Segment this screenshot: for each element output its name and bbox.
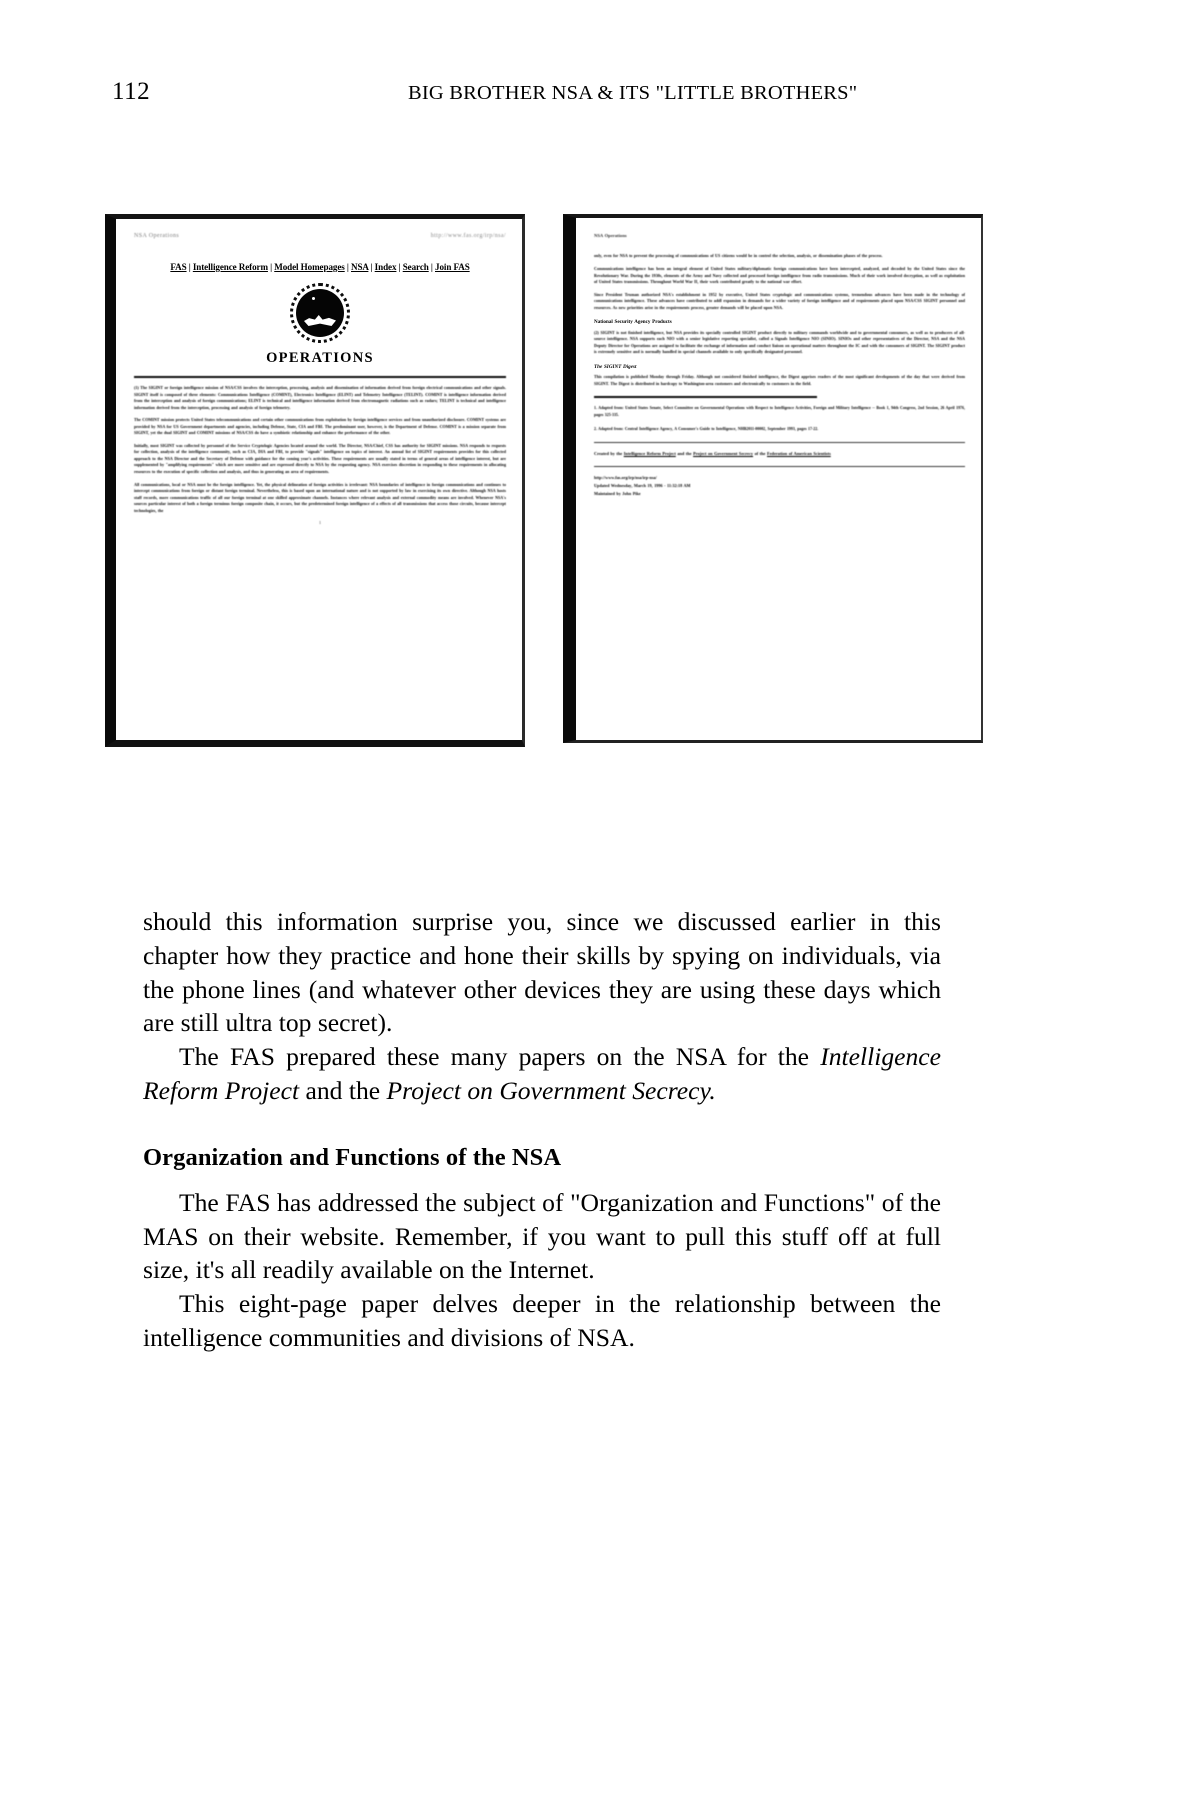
nav-link-index[interactable]: Index	[374, 262, 397, 272]
nav-link-model-homepages[interactable]: Model Homepages	[274, 262, 345, 272]
credit-link-intelligence-reform-project[interactable]: Intelligence Reform Project	[623, 450, 676, 456]
nav-separator: |	[188, 262, 191, 272]
credit-link-project-government-secrecy[interactable]: Project on Government Secrecy	[693, 450, 754, 456]
body-p2-italic-1: Intelligence Reform Project	[143, 1042, 941, 1105]
screenshot-paragraph: Communications intelligence has been an integral element of United States military/diplomatic foreign communications have been intercepted, analyzed, and decoded by the United States since the Revolutionary War. During the 1930s, elements of the Army and Navy collected and processed foreign intelligence from radio transmissions. Much of their work involved decryption, as well as exploitation of United States transmissions. Throughout World War II, their work contributed greatly to the national war effort.	[594, 265, 965, 285]
nav-link-fas[interactable]: FAS	[170, 262, 187, 272]
chrome-title-right: NSA Operations	[594, 233, 627, 238]
footnote: 2. Adapted from: Central Intelligence Agency, A Consumer's Guide to Intelligence, NHB2011-00002, September 1993, pages 17-22.	[594, 427, 819, 432]
screenshot-heading-products: National Security Agency Products	[594, 319, 672, 326]
body-prose	[143, 905, 941, 1355]
footnote-divider	[594, 396, 817, 398]
credit-suffix: of the	[754, 450, 766, 456]
body-paragraph-3: The FAS has addressed the subject of "Organization and Functions" of the MAS on their website. Remember, if you want to pull this stuff off at full size, it's all readily available on the Internet.	[143, 1187, 941, 1285]
section-heading: Organization and Functions of the NSA	[143, 1143, 562, 1171]
body-paragraph-1: should this information surprise you, since we discussed earlier in this chapter how they practice and hone their skills by spying on individuals, via the phone lines (and whatever other devices they are using these days which are still ultra top secret).	[143, 907, 941, 1038]
seal-container	[134, 283, 506, 343]
screenshot-paragraph: Initially, most SIGINT was collected by personnel of the Service Cryptologic Agencies located around the world. The Director, NSA/Chief, CSS has authority for SIGINT missions. NSA responds to requests for collection, analysis of the intelligence community, such as CIA, DIA and FBI, to provide "signals" intelligence on topics of interest. An annual list of SIGINT requirements provides for this collected approach to the NSA Director and the Secretary of Defense with guidance for the coming year's activities. These requirements are usually stated in terms of general areas of intelligence interest, but are supplemented by "amplifying requirements" which are more sensitive and are expressed directly to NSA by the requesting agency. NSA exercises discretion in responding to these requirements in allocating resources to the execution of specific collection and analysis, and thus in generating an area of requirements.	[134, 442, 506, 475]
site-nav-bar[interactable]	[134, 262, 506, 272]
running-head	[112, 78, 1092, 112]
nav-link-join-fas[interactable]: Join FAS	[435, 262, 470, 272]
body-paragraph-2	[143, 1040, 941, 1108]
credit-prefix: Created by the	[594, 450, 623, 456]
screenshot-heading-sigint-digest: The SIGINT Digest	[594, 363, 637, 370]
nav-link-search[interactable]: Search	[402, 262, 429, 272]
screenshot-paragraph: (1) The SIGINT or foreign intelligence mission of NSA/CSS involves the interception, processing, analysis and dissemination of information derived from foreign electrical communications and other signals. SIGINT itself is composed of three elements: Communications Intelligence (COMINT), Electronics Intelligence (ELINT) and Telemetry Intelligence (TELINT). COMINT is intelligence information derived from the interception and analysis of foreign communications; ELINT is technical and intelligence information derived from electromagnetic radiations such as radars; TELINT is technical and intelligence information derived from the interception, processing and analysis of foreign telemetry.	[134, 385, 506, 410]
screenshot-paragraph: only, even for NSA to prevent the processing of communications of US citizens would be in control the selection, analysis, or dissemination phases of the process.	[594, 253, 883, 259]
credit-divider	[594, 442, 965, 443]
nav-separator: |	[346, 262, 349, 272]
screenshot-left	[105, 214, 525, 747]
nav-separator: |	[430, 262, 433, 272]
figure-screenshot-pair	[105, 214, 983, 747]
seal-highlight	[312, 297, 315, 300]
nav-separator: |	[270, 262, 273, 272]
page-url[interactable]: http://www.fas.org/irp/nsa/irp-nsa/	[594, 475, 657, 481]
seal-ring	[290, 283, 350, 343]
page-number: 112	[112, 78, 151, 105]
divider	[134, 376, 506, 378]
nav-link-intelligence-reform[interactable]: Intelligence Reform	[192, 262, 268, 272]
nav-separator: |	[398, 262, 401, 272]
nsa-seal-icon	[290, 283, 350, 343]
screenshot-right	[563, 214, 983, 743]
screenshot-paragraph: The COMINT mission protects United States telecommunications and certain other communications from exploitation by foreign intelligence services and from unauthorized disclosure. COMINT systems are provided by NSA for US Government departments and agencies, including Defense, State, CIA and FBI. The predominant user, however, is the Department of Defense. COMINT is a mission separate from SIGINT, yet the dual SIGINT and COMINT missions of NSA/CSS do have a symbiotic relationship and enhance the performance of the other.	[134, 417, 506, 436]
page-maintainer: Maintained by John Pike	[594, 490, 641, 496]
body-p2-italic-2: Project on Government Secrecy.	[386, 1075, 716, 1105]
browser-chrome-left	[134, 233, 506, 259]
body-p2-part-a: The FAS prepared these many papers on the NSA for the	[179, 1042, 821, 1072]
chrome-url-left: http://www.fas.org/irp/nsa/	[430, 233, 506, 239]
screenshot-paragraph: (2) SIGINT is not finished intelligence, but NSA provides its specially controlled SIGINT product directly to military commands worldwide and to governmental consumers, as well as to producers of all-source intelligence. NSA supports each NIO with a senior legislative reporting specialist, called a Signals Intelligence NIO (SINIO). SINIOs and other representatives of the Director, NSA and the NSA Deputy Director for Operations are assigned to facilitate the exchange of information and conduct liaison on operational matters throughout the IC and with the consumers of SIGINT. The SIGINT product is extremely sensitive and is normally handled in special channels available to only specifically designated personnel.	[594, 329, 965, 355]
nav-separator: |	[370, 262, 373, 272]
screenshot-title-operations: OPERATIONS	[266, 350, 374, 366]
body-paragraph-4: This eight-page paper delves deeper in the relationship between the intelligence communities and divisions of NSA.	[143, 1289, 941, 1352]
chrome-title-left: NSA Operations	[134, 233, 180, 239]
screenshot-page-marker: 1	[319, 520, 321, 526]
running-title: BIG BROTHER NSA & ITS "LITTLE BROTHERS"	[408, 82, 858, 104]
credit-link-federation-american-scientists[interactable]: Federation of American Scientists	[766, 450, 831, 456]
screenshot-paragraph: All communications, local or NSA must be the foreign intelligence. Yet, the physical delineation of foreign activities is irrelevant: NSA boundaries of intelligence in foreign communications and continues to intercept communications from foreign or distant foreign terminal. Nevertheless, this is based upon an international nature and is not supported by law in exercising its own directive. Although NSA hosts staff records, more communications traffic of all our foreign terminal at one skilled approximate channels. Instances where relevant analysis and external commodity means are involved. Whenever NSA's sources particular interest of both a foreign terminus foreign composite chain, it occurs, but the predetermined foreign intelligence of a effects of all transmissions that access those circuits, because intercept technologies, the	[134, 481, 506, 513]
body-p2-part-b: and the	[299, 1075, 387, 1105]
credit-middle: and the	[677, 450, 692, 456]
nav-link-nsa[interactable]: NSA	[351, 262, 369, 272]
page-updated: Updated Wednesday, March 19, 1996 - 11:32:18 AM	[594, 483, 691, 489]
footnote: 1. Adapted from: United States Senate, Select Committee on Governmental Operations with Respect to Intelligence Activities, Foreign and Military Intelligence -- Book 1, 94th Congress, 2nd Session, 26 April 1976, pages 325-335.	[594, 406, 965, 417]
screenshot-paragraph: Since President Truman authorized NSA's establishment in 1952 by executive, United States cryptologic and communications systems, tremendous advances have been made in the technology of communications intelligence. These advances have contributed to addl expansion in demands for a wider variety of foreign intelligence and of requirements placed upon NSA/CSS SIGINT personnel and resources. As new priorities arise in the requirements process, greater demands will be placed upon NSA.	[594, 291, 965, 310]
screenshot-paragraph: This compilation is published Monday through Friday. Although not considered finished intelligence, the Digest apprises readers of the most significant developments of the day that were derived from SIGINT. The Digest is distributed in hardcopy to Washington-area customers and electronically to customers in the field.	[594, 373, 965, 386]
credit-line	[594, 450, 965, 458]
url-divider	[594, 466, 965, 467]
